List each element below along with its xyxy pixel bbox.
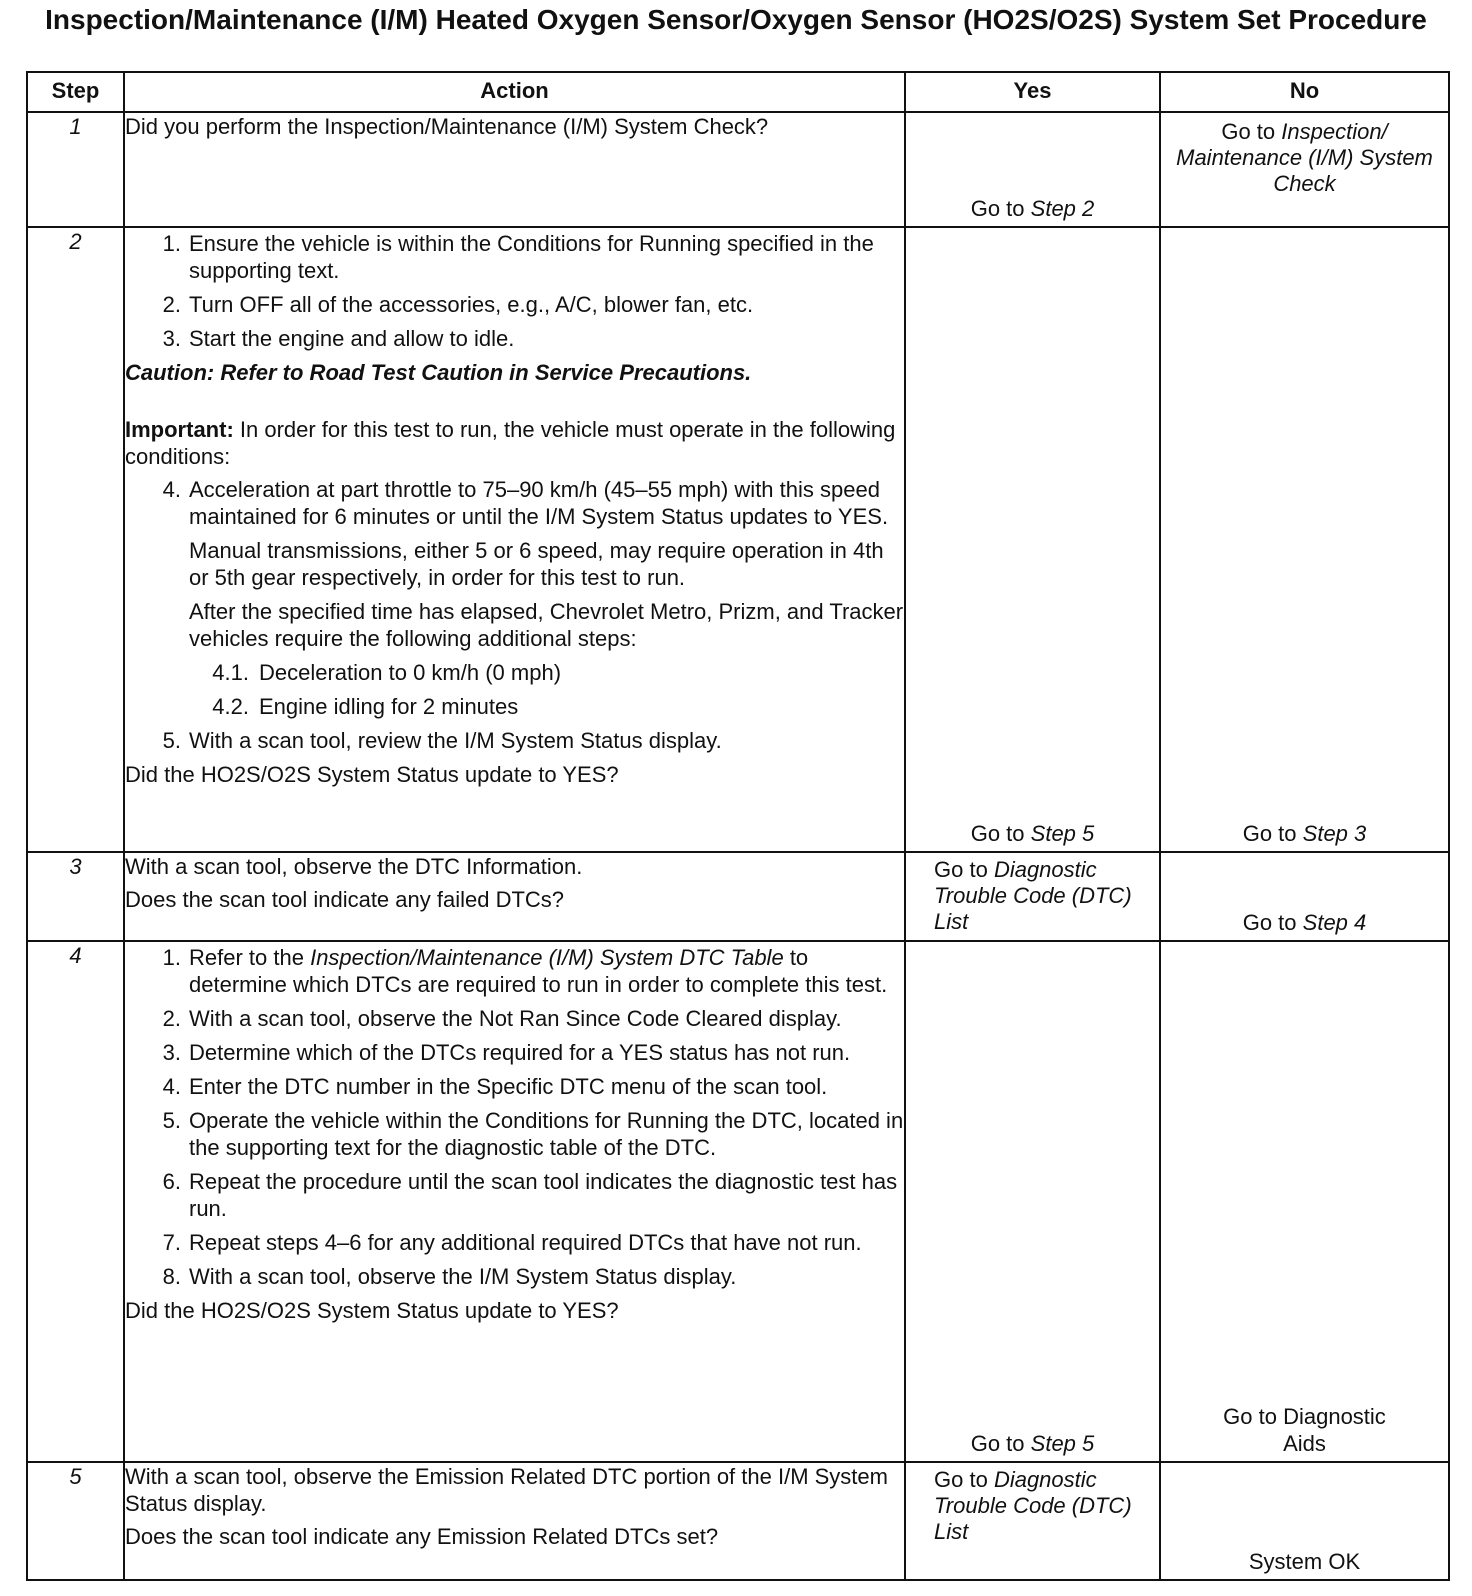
system-ok-text: System OK <box>1248 1549 1361 1574</box>
yes-cell <box>905 112 1160 227</box>
item-text <box>189 944 904 998</box>
item-text: With a scan tool, review the I/M System Status display. <box>189 728 722 753</box>
no-cell <box>1160 112 1449 227</box>
list-item <box>125 1073 904 1100</box>
important-note <box>125 416 904 470</box>
item-text: Start the engine and allow to idle. <box>189 326 515 351</box>
action-cell <box>124 852 905 941</box>
question-text: Does the scan tool indicate any Emission Related DTCs set? <box>125 1524 719 1549</box>
no-cell <box>1160 227 1449 852</box>
manual-transmission-note: Manual transmissions, either 5 or 6 speed, may require operation in 4th or 5th gear respectively, in order for this test to run. <box>189 538 884 590</box>
list-item <box>125 291 904 318</box>
table-row <box>27 1462 1449 1580</box>
item-number: 5. <box>162 1108 181 1133</box>
action-cell <box>124 941 905 1462</box>
yes-cell <box>905 852 1160 941</box>
item-number: 1. <box>162 945 181 970</box>
question-text: Does the scan tool indicate any failed DTCs? <box>125 887 565 912</box>
dtc-table-link[interactable]: Inspection/Maintenance (I/M) System DTC Table <box>310 945 784 970</box>
no-prefix: Go to <box>1242 821 1297 846</box>
procedure-table <box>26 71 1450 1581</box>
no-link[interactable]: Inspection/ Maintenance (I/M) System Check <box>1176 119 1433 196</box>
yes-cell <box>905 941 1160 1462</box>
no-link[interactable]: Step 4 <box>1302 910 1367 935</box>
item-number: 2. <box>162 1006 181 1031</box>
no-prefix: Go to <box>1221 119 1276 144</box>
step-number: 1 <box>27 112 124 227</box>
item-text: Enter the DTC number in the Specific DTC menu of the scan tool. <box>189 1074 828 1099</box>
header-no: No <box>1160 72 1449 112</box>
list-item <box>125 230 904 284</box>
list-item <box>125 944 904 998</box>
diagnostic-aids-link[interactable]: Go to Diagnostic Aids <box>1223 1404 1386 1456</box>
item-text: Determine which of the DTCs required for a YES status has not run. <box>189 1040 851 1065</box>
list-item <box>125 1168 904 1222</box>
item-text: Deceleration to 0 km/h (0 mph) <box>259 660 562 685</box>
item-text: With a scan tool, observe the I/M System Status display. <box>189 1264 737 1289</box>
item-number: 5. <box>162 728 181 753</box>
item-number: 4.1. <box>212 660 249 685</box>
item-number: 4. <box>162 477 181 502</box>
item-suffix: to determine which DTCs are required to run in order to complete this test. <box>189 945 888 997</box>
no-prefix: Go to <box>1242 910 1297 935</box>
header-step: Step <box>27 72 124 112</box>
yes-prefix: Go to <box>934 857 988 882</box>
step-number: 2 <box>27 227 124 852</box>
table-row <box>27 112 1449 227</box>
header-yes: Yes <box>905 72 1160 112</box>
item-number: 8. <box>162 1264 181 1289</box>
yes-prefix: Go to <box>970 1431 1025 1456</box>
list-item <box>125 1039 904 1066</box>
sub-list-item <box>125 659 904 686</box>
step-number: 5 <box>27 1462 124 1580</box>
list-item <box>125 1263 904 1290</box>
item-number: 2. <box>162 292 181 317</box>
action-cell <box>124 227 905 852</box>
item-number: 3. <box>162 326 181 351</box>
list-item <box>125 1229 904 1256</box>
yes-prefix: Go to <box>970 821 1025 846</box>
question-text: Did you perform the Inspection/Maintenance (I/M) System Check? <box>125 114 769 139</box>
list-item <box>125 1107 904 1161</box>
no-cell <box>1160 852 1449 941</box>
yes-link[interactable]: Step 5 <box>1030 821 1095 846</box>
item-text: Engine idling for 2 minutes <box>259 694 519 719</box>
item-prefix: Refer to the <box>189 945 304 970</box>
item-text: Turn OFF all of the accessories, e.g., A/C, blower fan, etc. <box>189 292 754 317</box>
yes-prefix: Go to <box>934 1467 988 1492</box>
instruction-text: With a scan tool, observe the DTC Information. <box>125 854 583 879</box>
action-cell <box>124 112 905 227</box>
yes-link[interactable]: Diagnostic Trouble Code (DTC) List <box>934 1467 1132 1544</box>
item-text: Ensure the vehicle is within the Conditions for Running specified in the supporting text. <box>189 231 874 283</box>
list-item <box>125 1005 904 1032</box>
table-row <box>27 941 1449 1462</box>
item-number: 4.2. <box>212 694 249 719</box>
sub-list-item <box>125 693 904 720</box>
item-text: With a scan tool, observe the Not Ran Since Code Cleared display. <box>189 1006 842 1031</box>
page-title: Inspection/Maintenance (I/M) Heated Oxygen Sensor/Oxygen Sensor (HO2S/O2S) System Set Procedure <box>45 4 1427 35</box>
yes-prefix: Go to <box>970 196 1025 221</box>
yes-link[interactable]: Step 2 <box>1030 196 1095 221</box>
question-text: Did the HO2S/O2S System Status update to YES? <box>125 1298 619 1323</box>
list-item <box>125 476 904 530</box>
question-text: Did the HO2S/O2S System Status update to YES? <box>125 762 619 787</box>
action-cell <box>124 1462 905 1580</box>
additional-steps-note: After the specified time has elapsed, Chevrolet Metro, Prizm, and Tracker vehicles require the following additional steps: <box>189 599 904 651</box>
item-text: Repeat the procedure until the scan tool indicates the diagnostic test has run. <box>189 1169 898 1221</box>
item-text: Repeat steps 4–6 for any additional required DTCs that have not run. <box>189 1230 862 1255</box>
header-row <box>27 72 1449 112</box>
no-cell <box>1160 1462 1449 1580</box>
yes-link[interactable]: Step 5 <box>1030 1431 1095 1456</box>
instruction-text: With a scan tool, observe the Emission Related DTC portion of the I/M System Status display. <box>125 1464 888 1516</box>
item-number: 1. <box>162 231 181 256</box>
item-text: Acceleration at part throttle to 75–90 km/h (45–55 mph) with this speed maintained for 6 minutes or until the I/M System Status updates to YES. <box>189 477 889 529</box>
item-number: 7. <box>162 1230 181 1255</box>
item-number: 6. <box>162 1169 181 1194</box>
item-number: 3. <box>162 1040 181 1065</box>
step-number: 3 <box>27 852 124 941</box>
item-text: Operate the vehicle within the Conditions for Running the DTC, located in the supporting text for the diagnostic table of the DTC. <box>189 1108 904 1160</box>
step-number: 4 <box>27 941 124 1462</box>
yes-cell <box>905 1462 1160 1580</box>
table-row <box>27 852 1449 941</box>
yes-link[interactable]: Diagnostic Trouble Code (DTC) List <box>934 857 1132 934</box>
no-link[interactable]: Step 3 <box>1302 821 1367 846</box>
list-item <box>125 325 904 352</box>
no-cell <box>1160 941 1449 1462</box>
important-text: In order for this test to run, the vehicle must operate in the following conditions: <box>125 417 896 469</box>
yes-cell <box>905 227 1160 852</box>
table-row <box>27 227 1449 852</box>
item-number: 4. <box>162 1074 181 1099</box>
important-label: Important: <box>125 417 234 442</box>
list-item <box>125 727 904 754</box>
caution-note: Caution: Refer to Road Test Caution in Service Precautions. <box>125 360 752 385</box>
header-action: Action <box>124 72 905 112</box>
